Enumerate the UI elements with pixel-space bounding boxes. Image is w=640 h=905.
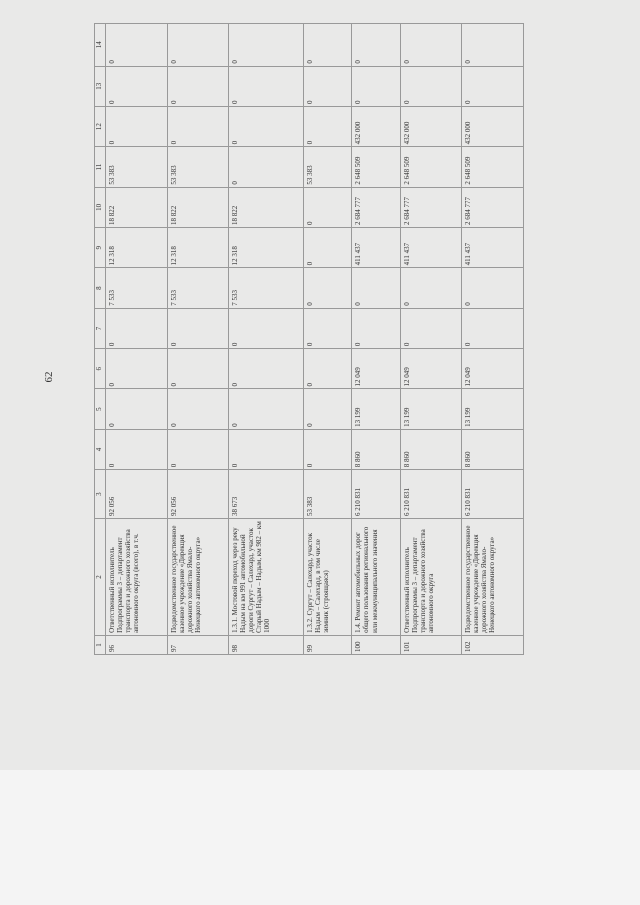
value-cell: 0 bbox=[400, 308, 462, 348]
value-cell: 53 383 bbox=[304, 147, 352, 187]
column-header: 12 bbox=[95, 106, 106, 146]
value-cell: 0 bbox=[304, 429, 352, 469]
value-cell: 432 000 bbox=[462, 106, 524, 146]
value-cell: 38 673 bbox=[229, 470, 304, 519]
value-cell: 0 bbox=[304, 228, 352, 268]
value-cell: 0 bbox=[106, 66, 168, 106]
value-cell: 6 210 831 bbox=[400, 470, 462, 519]
table-header-row bbox=[95, 24, 106, 655]
value-cell: 0 bbox=[167, 349, 229, 389]
value-cell: 8 860 bbox=[352, 429, 400, 469]
value-cell: 12 049 bbox=[352, 349, 400, 389]
value-cell: 0 bbox=[400, 268, 462, 308]
value-cell: 12 049 bbox=[462, 349, 524, 389]
value-cell: 2 684 777 bbox=[462, 187, 524, 227]
value-cell: 13 199 bbox=[352, 389, 400, 429]
table-row bbox=[352, 24, 400, 655]
table-row bbox=[304, 24, 352, 655]
row-description-cell: 1.3.1. Мостовой переход через реку Надым на км 991 автомобильной дороги Сургут – Салехард, участок Старый Надым – Надым, км 982 – км 1000 bbox=[229, 519, 304, 636]
value-cell: 0 bbox=[352, 66, 400, 106]
column-header: 7 bbox=[95, 308, 106, 348]
value-cell: 12 318 bbox=[229, 228, 304, 268]
value-cell: 92 056 bbox=[106, 470, 168, 519]
value-cell: 0 bbox=[167, 66, 229, 106]
column-header: 2 bbox=[95, 519, 106, 636]
value-cell: 0 bbox=[229, 24, 304, 67]
value-cell: 8 860 bbox=[400, 429, 462, 469]
value-cell: 6 210 831 bbox=[352, 470, 400, 519]
row-description-cell: Подведомственное государственное казенное учреждение «Дирекция дорожного хозяйства Ямало-Ненецкого автономного округа» bbox=[167, 519, 229, 636]
value-cell: 411 437 bbox=[352, 228, 400, 268]
value-cell: 0 bbox=[229, 349, 304, 389]
value-cell: 53 383 bbox=[167, 147, 229, 187]
table-row bbox=[229, 24, 304, 655]
table-row bbox=[400, 24, 462, 655]
value-cell: 0 bbox=[167, 308, 229, 348]
value-cell: 0 bbox=[352, 268, 400, 308]
value-cell: 0 bbox=[229, 106, 304, 146]
value-cell: 0 bbox=[304, 349, 352, 389]
row-description-cell: Подведомственное государственное казенное учреждение «Дирекция дорожного хозяйства Ямало-Ненецкого автономного округа» bbox=[462, 519, 524, 636]
value-cell: 0 bbox=[304, 187, 352, 227]
value-cell: 0 bbox=[229, 147, 304, 187]
value-cell: 2 648 509 bbox=[400, 147, 462, 187]
value-cell: 0 bbox=[167, 24, 229, 67]
value-cell: 13 199 bbox=[462, 389, 524, 429]
value-cell: 2 684 777 bbox=[352, 187, 400, 227]
row-description-cell: Ответственный исполнитель Подпрограммы 3 – департамент транспорта и дорожного хозяйства автономного округа (всего), в т.ч. bbox=[106, 519, 168, 636]
column-header: 4 bbox=[95, 429, 106, 469]
value-cell: 7 533 bbox=[106, 268, 168, 308]
value-cell: 0 bbox=[462, 24, 524, 67]
value-cell: 0 bbox=[304, 389, 352, 429]
value-cell: 0 bbox=[462, 66, 524, 106]
column-header: 10 bbox=[95, 187, 106, 227]
value-cell: 53 383 bbox=[304, 470, 352, 519]
value-cell: 12 318 bbox=[106, 228, 168, 268]
table-row bbox=[106, 24, 168, 655]
value-cell: 0 bbox=[106, 24, 168, 67]
value-cell: 18 822 bbox=[229, 187, 304, 227]
value-cell: 0 bbox=[106, 389, 168, 429]
value-cell: 0 bbox=[167, 389, 229, 429]
column-header: 9 bbox=[95, 228, 106, 268]
column-header: 8 bbox=[95, 268, 106, 308]
value-cell: 0 bbox=[229, 308, 304, 348]
value-cell: 411 437 bbox=[400, 228, 462, 268]
value-cell: 0 bbox=[400, 24, 462, 67]
rotated-table-container bbox=[94, 23, 524, 655]
value-cell: 0 bbox=[352, 308, 400, 348]
budget-table bbox=[94, 23, 524, 655]
row-description-cell: 1.3.2. Сургут – Салехард, участок Надым – Салехард, в том числе зимник (строящаяся) bbox=[304, 519, 352, 636]
value-cell: 53 383 bbox=[106, 147, 168, 187]
value-cell: 92 056 bbox=[167, 470, 229, 519]
row-description-cell: 1.4. Ремонт автомобильных дорог общего пользования регионального или межмуниципального значения bbox=[352, 519, 400, 636]
value-cell: 0 bbox=[167, 429, 229, 469]
value-cell: 0 bbox=[400, 66, 462, 106]
row-number-cell: 96 bbox=[106, 635, 168, 654]
value-cell: 0 bbox=[106, 308, 168, 348]
table-row bbox=[167, 24, 229, 655]
value-cell: 0 bbox=[229, 66, 304, 106]
value-cell: 12 318 bbox=[167, 228, 229, 268]
value-cell: 0 bbox=[106, 429, 168, 469]
value-cell: 0 bbox=[352, 24, 400, 67]
value-cell: 0 bbox=[304, 106, 352, 146]
value-cell: 432 000 bbox=[400, 106, 462, 146]
column-header: 6 bbox=[95, 349, 106, 389]
value-cell: 2 648 509 bbox=[462, 147, 524, 187]
page-number: 62 bbox=[43, 371, 55, 383]
value-cell: 0 bbox=[106, 106, 168, 146]
value-cell: 18 822 bbox=[106, 187, 168, 227]
column-header: 3 bbox=[95, 470, 106, 519]
value-cell: 13 199 bbox=[400, 389, 462, 429]
row-number-cell: 102 bbox=[462, 635, 524, 654]
column-header: 5 bbox=[95, 389, 106, 429]
value-cell: 0 bbox=[304, 308, 352, 348]
value-cell: 0 bbox=[229, 429, 304, 469]
value-cell: 0 bbox=[106, 349, 168, 389]
row-number-cell: 97 bbox=[167, 635, 229, 654]
value-cell: 18 822 bbox=[167, 187, 229, 227]
row-number-cell: 100 bbox=[352, 635, 400, 654]
column-header: 1 bbox=[95, 635, 106, 654]
value-cell: 411 437 bbox=[462, 228, 524, 268]
row-description-cell: Ответственный исполнитель Подпрограммы 3 – департамент транспорта и дорожного хозяйства автономного округа bbox=[400, 519, 462, 636]
value-cell: 0 bbox=[462, 268, 524, 308]
value-cell: 2 648 509 bbox=[352, 147, 400, 187]
row-number-cell: 98 bbox=[229, 635, 304, 654]
value-cell: 0 bbox=[229, 389, 304, 429]
value-cell: 0 bbox=[304, 66, 352, 106]
value-cell: 432 000 bbox=[352, 106, 400, 146]
value-cell: 6 210 831 bbox=[462, 470, 524, 519]
column-header: 11 bbox=[95, 147, 106, 187]
value-cell: 0 bbox=[304, 24, 352, 67]
row-number-cell: 101 bbox=[400, 635, 462, 654]
value-cell: 0 bbox=[462, 308, 524, 348]
page-margin bbox=[0, 770, 640, 905]
value-cell: 7 533 bbox=[229, 268, 304, 308]
value-cell: 0 bbox=[304, 268, 352, 308]
value-cell: 12 049 bbox=[400, 349, 462, 389]
value-cell: 0 bbox=[167, 106, 229, 146]
value-cell: 8 860 bbox=[462, 429, 524, 469]
column-header: 14 bbox=[95, 24, 106, 67]
column-header: 13 bbox=[95, 66, 106, 106]
table-row bbox=[462, 24, 524, 655]
value-cell: 2 684 777 bbox=[400, 187, 462, 227]
row-number-cell: 99 bbox=[304, 635, 352, 654]
value-cell: 7 533 bbox=[167, 268, 229, 308]
